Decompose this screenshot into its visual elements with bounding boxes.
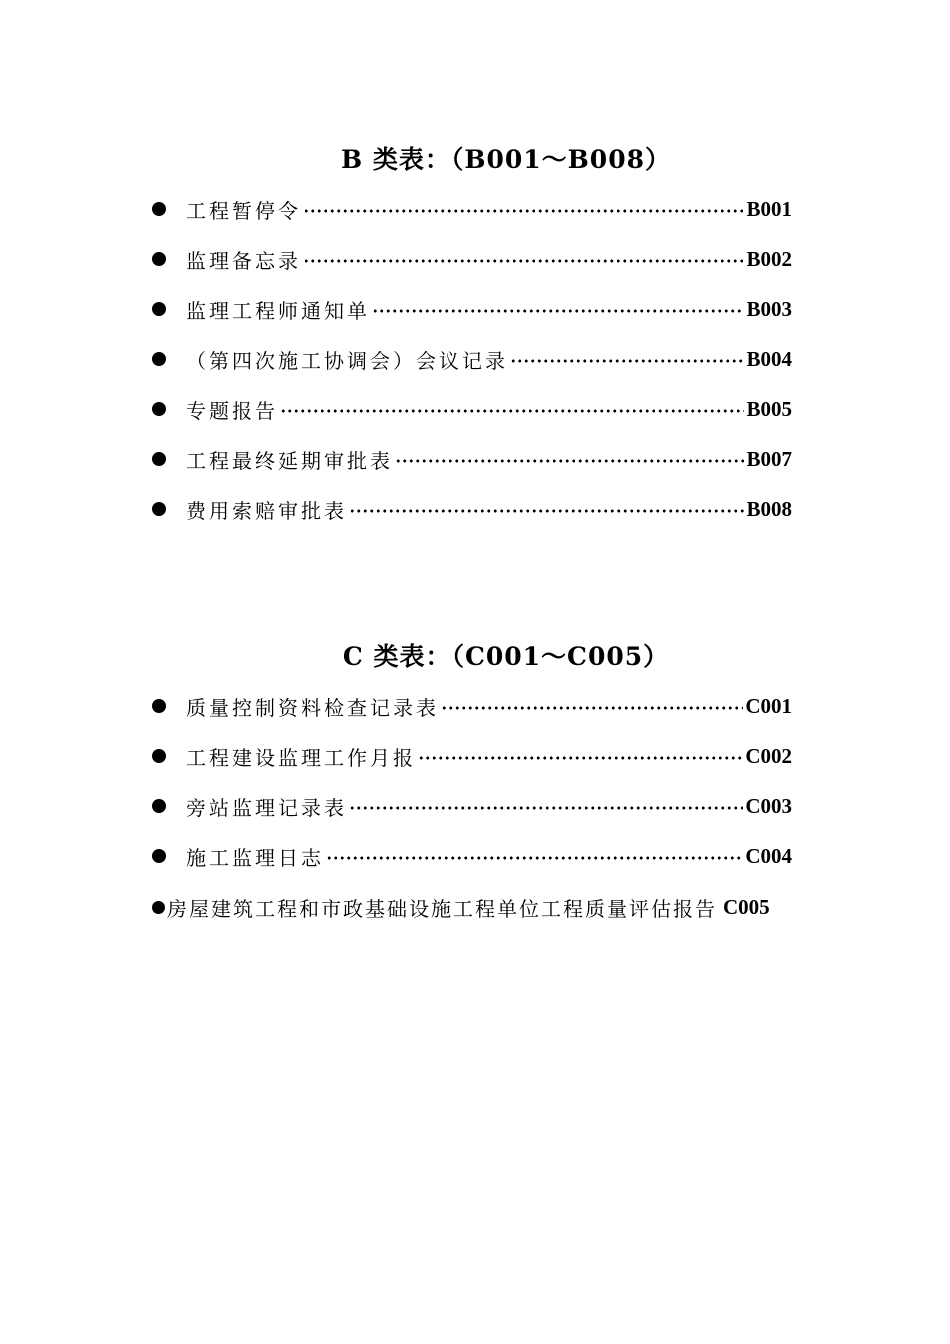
list-item (152, 731, 792, 781)
item-code: B007 (746, 446, 792, 471)
list-item (152, 184, 792, 234)
bullet-icon (152, 502, 166, 516)
item-label: 房屋建筑工程和市政基础设施工程单位工程质量评估报告 (167, 897, 717, 921)
dot-leader (418, 755, 743, 761)
bullet-icon (152, 402, 166, 416)
bullet-icon (152, 749, 166, 763)
list-item (152, 681, 792, 731)
item-code: B003 (746, 296, 792, 321)
dot-leader (441, 705, 743, 711)
bullet-icon (152, 901, 165, 914)
item-code: C005 (723, 895, 770, 919)
item-label: 质量控制资料检查记录表 (186, 695, 439, 720)
item-label: 监理备忘录 (186, 248, 301, 273)
dot-leader (280, 408, 744, 414)
item-code: C002 (745, 743, 792, 768)
dot-leader (303, 258, 744, 264)
section-b-title: B 类表：（B001～B008） (341, 145, 671, 174)
list-item (152, 434, 792, 484)
bullet-icon (152, 452, 166, 466)
dot-leader (372, 308, 744, 314)
item-code: B005 (746, 396, 792, 421)
item-label: 费用索赔审批表 (186, 498, 347, 523)
item-label: 工程最终延期审批表 (186, 448, 393, 473)
item-label: 专题报告 (186, 398, 278, 423)
bullet-icon (152, 202, 166, 216)
item-code: B008 (746, 496, 792, 521)
bullet-icon (152, 302, 166, 316)
item-code: C003 (745, 793, 792, 818)
list-item (152, 384, 792, 434)
item-code: B002 (746, 246, 792, 271)
dot-leader (303, 208, 744, 214)
list-item (152, 334, 792, 384)
item-label: 旁站监理记录表 (186, 795, 347, 820)
list-item (152, 234, 792, 284)
item-label: 工程暂停令 (186, 198, 301, 223)
bullet-icon (152, 849, 166, 863)
list-item (152, 781, 792, 831)
item-label: （第四次施工协调会）会议记录 (186, 348, 508, 373)
section-c-list (152, 681, 792, 881)
item-label: 监理工程师通知单 (186, 298, 370, 323)
item-code: B001 (746, 196, 792, 221)
item-code: C001 (745, 693, 792, 718)
item-label: 施工监理日志 (186, 845, 324, 870)
bullet-icon (152, 699, 166, 713)
dot-leader (349, 508, 744, 514)
dot-leader (349, 805, 743, 811)
item-label: 工程建设监理工作月报 (186, 745, 416, 770)
bullet-icon (152, 252, 166, 266)
item-code: B004 (746, 346, 792, 371)
dot-leader (395, 458, 744, 464)
list-item (152, 484, 792, 534)
item-code: C004 (745, 843, 792, 868)
section-c-title: C 类表：（C001～C005） (342, 642, 670, 671)
list-item (152, 284, 792, 334)
dot-leader (326, 855, 743, 861)
list-item-quality-assessment-report (152, 893, 802, 922)
list-item (152, 831, 792, 881)
bullet-icon (152, 799, 166, 813)
section-b-list (152, 184, 792, 534)
dot-leader (510, 358, 744, 364)
bullet-icon (152, 352, 166, 366)
